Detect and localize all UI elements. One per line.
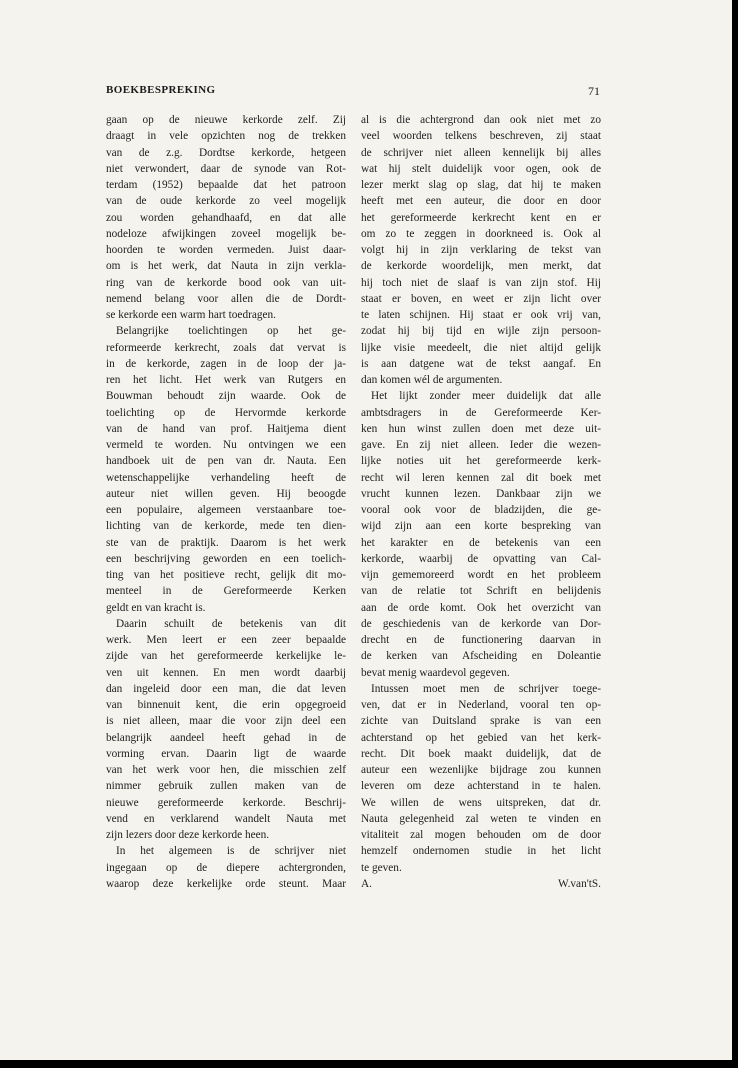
text-line: hoorden te worden vermeden. Juist daar- <box>106 244 346 256</box>
text-line: in de kerkorde, zagen in de loop der ja- <box>106 357 346 370</box>
text-line: handboek uit de pen van dr. Nauta. Een <box>106 455 346 468</box>
text-line: zichte van Duitsland sprake is van een <box>361 715 601 728</box>
text-line: recht wil leren kennen zal dit boek met <box>361 471 601 484</box>
text-line: ven uit kennen. En men wordt daarbij <box>106 666 346 679</box>
text-line: vermeld te worden. Nu ontvingen we een <box>106 439 346 451</box>
text-line: nimmer gebruik zullen maken van de <box>106 780 346 793</box>
text-line: volgt hij in zijn verklaring de tekst van <box>361 244 601 256</box>
text-line: een populaire, algemeen verstaanbare toe- <box>106 504 346 516</box>
text-line: om is het werk, dat Nauta in zijn verkla- <box>106 260 346 273</box>
text-line: draagt in vele opzichten nog de trekken <box>106 130 346 143</box>
right-column-lines <box>361 112 601 876</box>
signature-initial: A. <box>361 877 372 890</box>
text-line: waarop deze kerkelijke orde steunt. Maar <box>106 877 346 890</box>
text-line: nieuwe gereformeerde kerkorde. Beschrij- <box>106 796 346 809</box>
text-line: auteur niet willen geven. Hij beoogde <box>106 487 346 500</box>
text-line: lezer merkt slag op slag, dat hij te maken <box>361 179 601 191</box>
text-line: Het lijkt zonder meer duidelijk dat alle <box>371 390 601 403</box>
text-line: vijn gememoreerd wordt en het probleem <box>361 569 601 581</box>
text-line: reformeerde kerkrecht, zoals dat vervat is <box>106 341 346 354</box>
running-head: BOEKBESPREKING <box>106 84 216 96</box>
text-line: van het werk voor hen, die misschien zelf <box>106 764 346 776</box>
text-line: lichting van de kerkorde, mede ten dien- <box>106 520 346 533</box>
text-line: aan de orde komt. Ook het overzicht van <box>361 601 601 614</box>
text-line: ting van het positieve recht, gelijk dit mo- <box>106 569 346 581</box>
text-line: wetenschappelijke verhandeling heeft de <box>106 471 346 484</box>
text-line: een beschrijving geworden en een toelich- <box>106 552 346 565</box>
text-line: zijn lezers door deze kerkorde heen. <box>106 829 270 841</box>
text-line: recht. Dit boek maakt duidelijk, dat de <box>361 747 601 760</box>
text-line: van de z.g. Dordtse kerkorde, hetgeen <box>106 146 346 159</box>
text-line: vrucht kunnen lezen. Dankbaar zijn we <box>361 487 601 500</box>
text-line: lijke visie meedeelt, die niet altijd gelijk <box>361 341 601 354</box>
text-line: se kerkorde een warm hart toedragen. <box>106 309 276 321</box>
text-line: Intussen moet men de schrijver toege- <box>371 682 601 695</box>
text-line: vitaliteit zal mogen behouden om de door <box>361 829 601 841</box>
text-line: zijde van het gereformeerde kerkelijke le- <box>106 650 346 663</box>
text-line: wat hij stelt duidelijk voor ogen, ook de <box>361 162 601 175</box>
page-number: 71 <box>588 84 600 98</box>
text-line: zodat hij bij tijd en wijle zijn persoon- <box>361 325 601 338</box>
text-line: achterstand op het gebied van het kerk- <box>361 731 601 744</box>
text-line: om zo te zeggen in doorkneed is. Ook al <box>361 227 601 240</box>
text-line: te laten schijnen. Hij staat er ook vrij van, <box>361 309 601 321</box>
text-line: zou worden gehandhaafd, en dat alle <box>106 211 346 224</box>
text-line: ring van de kerkorde bood ook van uit- <box>106 276 346 289</box>
text-line: de schrijver niet alleen kennelijk bij alles <box>361 146 601 159</box>
text-line: Daarin schuilt de betekenis van dit <box>116 617 346 630</box>
text-line: Belangrijke toelichtingen op het ge- <box>116 325 346 338</box>
text-line: de geschiedenis van de kerkorde van Dor- <box>361 617 601 630</box>
text-line: het gereformeerde kerkrecht kent en er <box>361 211 601 224</box>
text-line: terdam (1952) bepaalde dat het patroon <box>106 179 346 191</box>
text-line: In het algemeen is de schrijver niet <box>116 845 346 858</box>
text-line: al is die achtergrond dan ook niet met zo <box>361 114 601 126</box>
text-line: leveren om deze achterstand in te halen. <box>361 780 601 793</box>
text-line: We willen de wens uitspreken, dat dr. <box>361 796 601 809</box>
text-line: geldt en van kracht is. <box>106 601 206 614</box>
text-line: dan komen wél de argumenten. <box>361 374 503 386</box>
text-line: wijd zijn aan een korte bespreking van <box>361 520 601 533</box>
text-line: drecht en de functionering daarvan in <box>361 634 601 646</box>
text-line: ren het licht. Het werk van Rutgers en <box>106 374 346 386</box>
text-line: het karakter en de betekenis van een <box>361 536 601 549</box>
text-line: van binnenuit kent, die erin opgegroeid <box>106 699 346 711</box>
text-line: de kerkorde woordelijk, men merkt, dat <box>361 260 601 273</box>
text-line: menteel in de Gereformeerde Kerken <box>106 585 346 598</box>
text-line: is niet alleen, maar die voor zijn deel een <box>106 715 346 728</box>
text-line: van de relatie tot Schrift en belijdenis <box>361 585 601 598</box>
left-text-column <box>106 112 346 892</box>
text-line: hij toch niet de slaaf is van zijn stof. Hij <box>361 276 601 289</box>
text-line: belangrijk aandeel heeft gehad in de <box>106 731 346 744</box>
text-line: werk. Men leert er een zeer bepaalde <box>106 634 346 646</box>
text-line: niet verwondert, daar de synode van Rot- <box>106 162 346 175</box>
right-text-column <box>361 112 601 892</box>
text-line: van de oude kerkorde zo veel mogelijk <box>106 195 346 208</box>
text-line: van de hand van prof. Haitjema dient <box>106 422 346 435</box>
text-line: veel woorden telkens beschreven, zij staat <box>361 130 601 143</box>
text-line: bevat menig waardevol gegeven. <box>361 666 510 679</box>
text-line: nemend belang voor allen die de Dordt- <box>106 292 346 305</box>
text-line: kerkorde, waarbij de opvatting van Cal- <box>361 552 601 565</box>
text-line: te geven. <box>361 861 402 874</box>
text-line: toelichting op de Hervormde kerkorde <box>106 406 346 419</box>
text-line: ven, dat er in Nederland, vooral ten op- <box>361 699 601 711</box>
text-line: ambtsdragers in de Gereformeerde Ker- <box>361 406 601 419</box>
text-line: auteur een wezenlijke bijdrage zou kunnen <box>361 764 601 776</box>
signature-line <box>361 876 601 892</box>
signature-author: W.van'tS. <box>557 877 601 890</box>
text-line: staat er boven, en weet er zijn licht over <box>361 292 601 305</box>
text-line: ken hun winst zullen doen met deze uit- <box>361 422 601 435</box>
text-line: gave. En zij niet alleen. Ieder die wezen- <box>361 439 601 451</box>
text-line: gaan op de nieuwe kerkorde zelf. Zij <box>106 114 346 126</box>
text-line: vend en verklarend wandelt Nauta met <box>106 812 346 825</box>
text-line: vorming ervan. Daarin ligt de waarde <box>106 747 346 760</box>
text-line: ingegaan op de diepere achtergronden, <box>106 861 346 874</box>
text-line: vooral ook voor de bladzijden, die ge- <box>361 504 601 516</box>
text-line: lijke noties uit het gereformeerde kerk- <box>361 455 601 468</box>
text-line: Nauta gelegenheid zal weten te vinden en <box>361 812 601 825</box>
text-line: nodeloze afwijkingen zoveel mogelijk be- <box>106 227 346 240</box>
text-line: dan ingeleid door een man, die dat leven <box>106 682 346 695</box>
text-line: Bouwman behoudt zijn waarde. Ook de <box>106 390 346 403</box>
text-line: is aan datgene wat de tekst aangaf. En <box>361 357 601 370</box>
text-line: ste van de praktijk. Daarom is het werk <box>106 536 346 549</box>
text-line: heeft met een auteur, die door en door <box>361 195 601 208</box>
text-line: hemzelf ondernomen studie in het licht <box>361 845 601 858</box>
text-line: de kerken van Afscheiding en Doleantie <box>361 650 601 663</box>
